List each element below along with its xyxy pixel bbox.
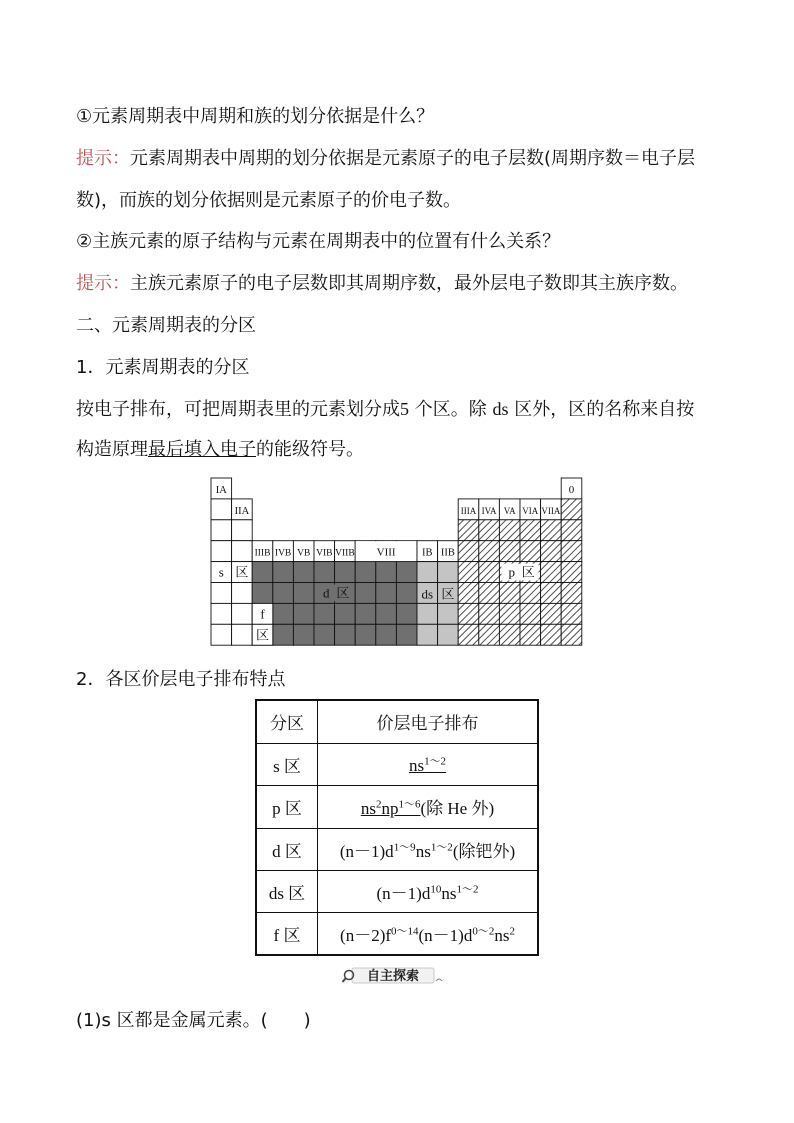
group-VA: VA xyxy=(503,505,516,516)
cell-d xyxy=(396,624,417,645)
config-cell-d: $(n-1)d^{1\sim 9}ns^{1\sim 2}$(除钯外) xyxy=(318,828,539,870)
cell-d xyxy=(355,562,376,583)
cell-p xyxy=(458,583,479,604)
cell-p xyxy=(541,520,562,541)
group-VIB: VIB xyxy=(316,548,333,559)
cell-p xyxy=(541,603,562,624)
zone-p-qu: 区 xyxy=(521,564,535,580)
cell-d xyxy=(335,562,356,583)
hint-label: 提示： xyxy=(76,148,130,169)
zone-ds-qu: 区 xyxy=(441,586,455,602)
zone-cell: d 区 xyxy=(256,828,318,870)
group-VIA: VIA xyxy=(522,505,539,516)
final-question: (1)s 区都是金属元素。( ) xyxy=(76,1010,311,1031)
zone-f-label: f xyxy=(260,606,265,622)
cell-p xyxy=(561,603,582,624)
cell-p xyxy=(520,520,541,541)
cell-p xyxy=(458,562,479,583)
para2-text-a: 构造原理 xyxy=(76,439,148,460)
zone-f-qu: 区 xyxy=(255,627,270,643)
cell-p xyxy=(561,499,582,520)
cell-d xyxy=(293,624,314,645)
cell-s xyxy=(232,541,253,562)
cell-p xyxy=(561,583,582,604)
cell-d xyxy=(376,603,397,624)
zone-cell: s 区 xyxy=(256,743,318,785)
cell-d xyxy=(396,583,417,604)
cell-d xyxy=(293,603,314,624)
cell-p xyxy=(479,603,500,624)
cell-p xyxy=(479,520,500,541)
config-cell-s: $ns^{1\sim 2}$ xyxy=(318,743,539,785)
cell-p xyxy=(520,583,541,604)
hint-label-2: 提示： xyxy=(76,273,130,294)
zone-s-label: s xyxy=(218,564,224,580)
zone-cell: f 区 xyxy=(256,912,318,955)
cell-s xyxy=(232,624,253,645)
subheading-2: 2．各区价层电子排布特点 xyxy=(76,669,286,690)
cell-p xyxy=(479,541,500,562)
zone-p-label: p xyxy=(508,564,515,580)
cell-d xyxy=(273,583,294,604)
cell-d xyxy=(293,562,314,583)
cell-p xyxy=(499,583,520,604)
zone-d-qu: 区 xyxy=(336,585,350,601)
cell-p xyxy=(541,562,562,583)
subheading-1: 1．元素周期表的分区 xyxy=(76,357,250,378)
cell-d xyxy=(314,562,335,583)
cell-s xyxy=(211,603,232,624)
cell-s xyxy=(211,499,232,520)
cell-d xyxy=(293,583,314,604)
cell-s xyxy=(211,541,232,562)
cell-s xyxy=(211,583,232,604)
cell-d xyxy=(314,624,335,645)
cell-p xyxy=(499,603,520,624)
cell-ds xyxy=(417,562,438,583)
cell-p xyxy=(541,583,562,604)
para-text-c: 区外，区的名称来自按 xyxy=(514,399,695,420)
header-config: 价层电子排布 xyxy=(318,700,539,743)
para-number: 5 xyxy=(400,399,409,419)
group-IVB: IVB xyxy=(274,548,292,559)
group-VIIA: VIIA xyxy=(541,505,561,516)
cell-p xyxy=(479,624,500,645)
table-row xyxy=(256,743,538,785)
answer-2-text: 主族元素原子的电子层数即其周期序数，最外层电子数即其主族序数。 xyxy=(130,273,688,294)
group-IIB: IIB xyxy=(440,547,455,559)
self-explore-badge xyxy=(342,967,446,985)
group-IB: IB xyxy=(422,547,433,559)
cell-d xyxy=(273,603,294,624)
header-zone: 分区 xyxy=(256,700,318,743)
cell-d xyxy=(314,603,335,624)
cell-p xyxy=(499,624,520,645)
cell-d xyxy=(396,603,417,624)
group-IIIB: IIIB xyxy=(254,548,271,559)
section-heading: 二、元素周期表的分区 xyxy=(76,315,256,336)
cell-d xyxy=(273,562,294,583)
cell-s xyxy=(211,624,232,645)
cell-p xyxy=(541,541,562,562)
table-row xyxy=(256,828,538,870)
cell-d xyxy=(355,583,376,604)
cell-p xyxy=(561,624,582,645)
para-ds: ds xyxy=(492,399,509,419)
group-IIA: IIA xyxy=(234,505,250,517)
cell-s xyxy=(232,583,253,604)
cell-p xyxy=(458,603,479,624)
config-cell-p: $ns^2np^{1\sim 6}$(除 He 外) xyxy=(318,785,539,828)
table-row xyxy=(256,870,538,912)
para2-underlined: 最后填入电子 xyxy=(148,439,256,460)
cell-d xyxy=(355,624,376,645)
cell-ds xyxy=(417,603,438,624)
cell-p xyxy=(520,541,541,562)
group-0: 0 xyxy=(568,484,575,496)
cell-ds xyxy=(438,624,459,645)
badge-label: 自主探索 xyxy=(366,969,420,984)
para2-text-b: 的能级符号。 xyxy=(256,439,364,460)
periodic-table-cells xyxy=(211,478,582,645)
cell-p xyxy=(520,624,541,645)
cell-p xyxy=(458,520,479,541)
cell-p xyxy=(561,541,582,562)
cell-p xyxy=(458,541,479,562)
cell-p xyxy=(499,541,520,562)
valence-config-table xyxy=(255,699,539,956)
answer-1-text: 元素周期表中周期的划分依据是元素原子的电子层数(周期序数＝电子层 xyxy=(130,148,696,169)
table-row xyxy=(256,785,538,828)
cell-s xyxy=(232,603,253,624)
group-IIIA: IIIA xyxy=(460,505,477,516)
para-text-b: 个区。除 xyxy=(414,399,487,420)
config-cell-f: $(n-2)f^{0\sim 14}(n-1)d^{0\sim 2}ns^2$ xyxy=(318,912,539,955)
question-1: ①元素周期表中周期和族的划分依据是什么？ xyxy=(76,106,435,127)
cell-p xyxy=(479,583,500,604)
cell-d xyxy=(355,603,376,624)
cell-d xyxy=(252,562,273,583)
cell-s xyxy=(232,520,253,541)
table-row xyxy=(256,912,538,955)
cell-d xyxy=(376,624,397,645)
para-text-a: 按电子排布，可把周期表里的元素划分成 xyxy=(76,399,400,420)
zone-ds-label: ds xyxy=(421,586,434,602)
cell-p xyxy=(499,520,520,541)
cell-d xyxy=(376,583,397,604)
cell-ds xyxy=(438,562,459,583)
group-VIII: VIII xyxy=(376,546,396,559)
zone-s-qu: 区 xyxy=(235,564,249,580)
cell-p xyxy=(520,603,541,624)
cell-p xyxy=(561,562,582,583)
answer-1-line-2: 数)，而族的划分依据则是元素原子的价电子数。 xyxy=(76,190,462,211)
cell-p xyxy=(479,562,500,583)
group-IVA: IVA xyxy=(481,505,497,516)
cell-p xyxy=(561,520,582,541)
cell-d xyxy=(252,583,273,604)
cell-d xyxy=(396,562,417,583)
group-VB: VB xyxy=(297,548,311,559)
zone-cell: ds 区 xyxy=(256,870,318,912)
zone-d-label: d xyxy=(323,585,330,601)
table-header-row xyxy=(256,700,538,743)
cell-p xyxy=(458,624,479,645)
group-IA: IA xyxy=(215,485,227,496)
cell-d xyxy=(273,624,294,645)
cell-s xyxy=(211,520,232,541)
cell-d xyxy=(335,603,356,624)
config-cell-ds: $(n-1)d^{10}ns^{1\sim 2}$ xyxy=(318,870,539,912)
question-2: ②主族元素的原子结构与元素在周期表中的位置有什么关系？ xyxy=(76,231,561,252)
zone-cell: p 区 xyxy=(256,785,318,828)
cell-d xyxy=(376,562,397,583)
cell-ds xyxy=(417,624,438,645)
cell-d xyxy=(335,624,356,645)
cell-p xyxy=(541,624,562,645)
cell-ds xyxy=(438,603,459,624)
group-VIIB: VIIB xyxy=(335,548,355,559)
